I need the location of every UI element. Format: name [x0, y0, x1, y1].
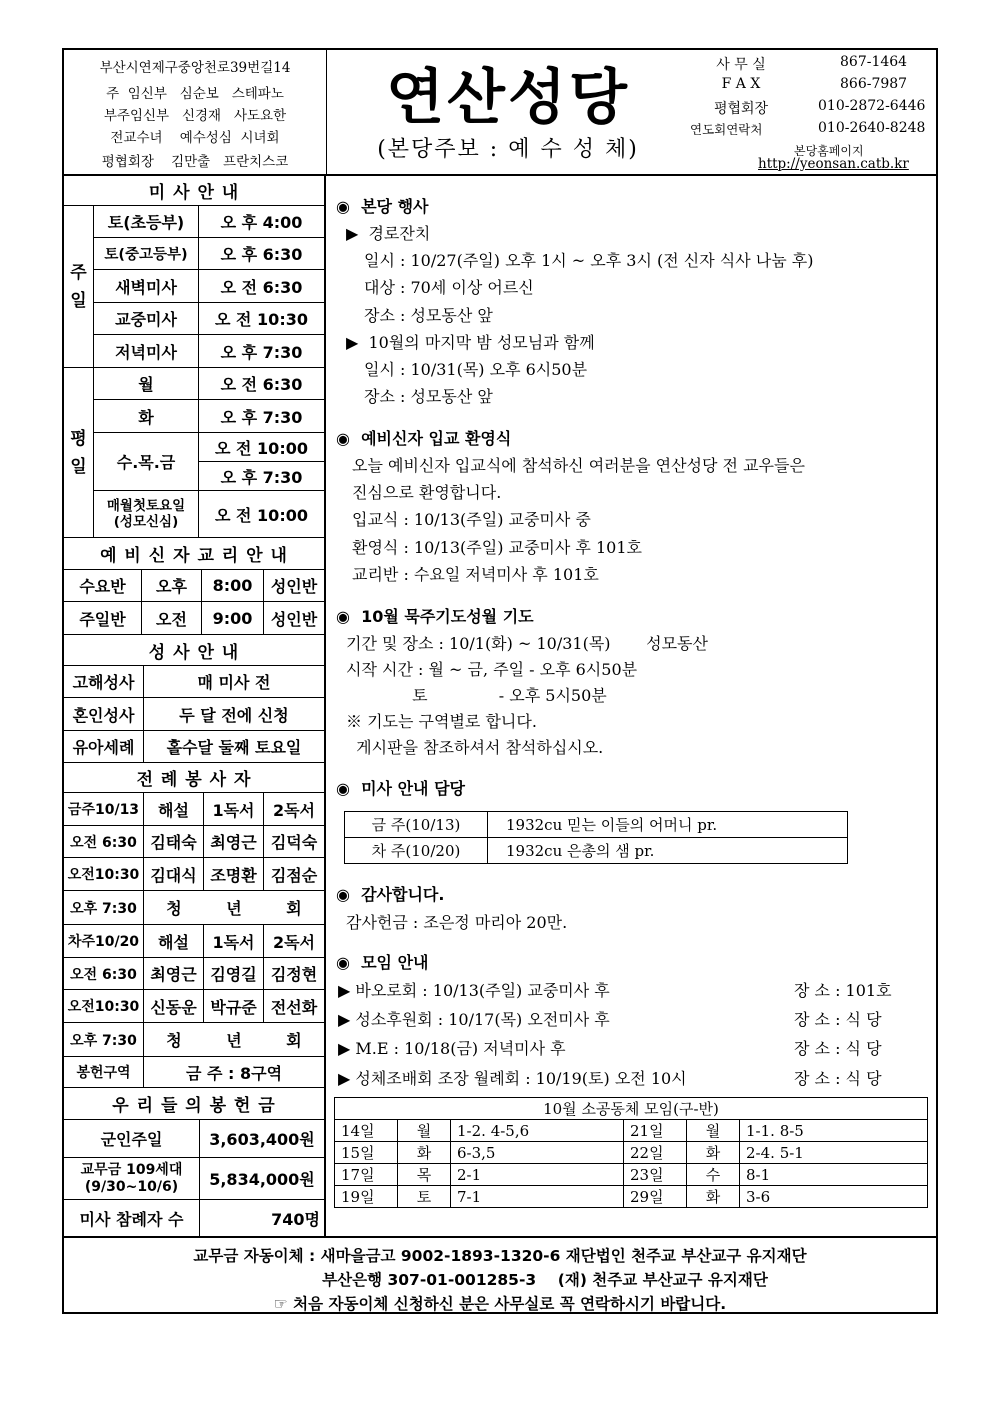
main-content — [326, 176, 936, 1236]
sg-group: 1-1. 8-5 — [740, 1120, 928, 1142]
mass-time: 오 전 10:00 — [199, 433, 324, 462]
liturgy-person: 최영근 — [204, 826, 264, 857]
contact-value: 866-7987 — [840, 76, 908, 92]
sg-date: 21일 — [624, 1120, 687, 1142]
attendance-count: 740명 — [271, 1209, 320, 1229]
mass-time: 오 전 6:30 — [220, 277, 303, 297]
mass-row — [94, 335, 324, 368]
contact-label: 사 무 실 — [716, 57, 766, 73]
mass-row — [94, 206, 324, 238]
welcome-line: 교리반 : 수요일 저녁미사 후 101호 — [352, 565, 599, 584]
sacrament-name: 유아세례 — [64, 731, 144, 762]
sacrament-row — [64, 731, 324, 763]
sg-day: 화 — [687, 1142, 740, 1164]
mass-name: 토(초등부) — [94, 206, 199, 237]
clergy-line: 주 임신부 심순보 스테파노 — [106, 86, 284, 102]
catechumen-row — [64, 602, 324, 635]
sunday-label: 주 일 — [64, 206, 94, 368]
sg-date: 23일 — [624, 1164, 687, 1186]
liturgy-row — [64, 793, 324, 826]
liturgy-person: 김영길 — [204, 958, 264, 989]
contact-label: 평협회장 — [713, 101, 769, 117]
sg-day: 목 — [398, 1164, 451, 1186]
mass-time: 오 전 10:30 — [215, 310, 308, 329]
liturgy-slot: 금주10/13 — [64, 793, 144, 825]
liturgy-slot: 오전10:30 — [64, 858, 144, 890]
mass-row — [94, 238, 324, 270]
mass-heading: 미 사 안 내 — [64, 176, 324, 205]
liturgy-person: 김덕숙 — [270, 833, 318, 852]
mass-name: 수.목.금 — [94, 433, 199, 490]
mass-time: 오 후 7:30 — [220, 468, 303, 487]
class-type: 성인반 — [270, 609, 318, 629]
liturgy-role: 2독서 — [272, 932, 316, 952]
sacrament-name: 고해성사 — [64, 666, 144, 697]
bulletin-subtitle: (본당주보 : 예 수 성 체) — [377, 137, 639, 162]
small-group-row — [335, 1186, 928, 1208]
offering-area-value: 금 주 : 8구역 — [185, 1063, 283, 1083]
clergy-line: 전교수녀 예수성심 시녀회 — [110, 130, 280, 146]
sg-day: 화 — [398, 1142, 451, 1164]
mass-row — [94, 433, 324, 491]
liturgy-role: 해설 — [144, 925, 204, 957]
sg-date: 14일 — [335, 1120, 398, 1142]
clergy-line: 부주임신부 신경재 사도요한 — [103, 108, 287, 124]
homepage-label: 본당홈페이지 — [794, 144, 864, 158]
events-line: ▶ 경로잔치 — [346, 224, 431, 243]
sg-day: 월 — [398, 1120, 451, 1142]
meeting-place: 장 소 : 101호 — [794, 981, 892, 1000]
offering-row — [64, 1120, 324, 1158]
welcome-line: 오늘 예비신자 입교식에 참석하신 여러분을 연산성당 전 교우들은 — [352, 456, 805, 475]
rosary-heading: ◉ 10월 묵주기도성월 기도 — [336, 607, 534, 626]
mass-row — [94, 270, 324, 303]
mass-guide-group: 1932cu 은총의 샘 pr. — [488, 838, 848, 864]
sacraments-heading: 성 사 안 내 — [64, 635, 324, 665]
offerings-heading-row — [64, 1088, 324, 1120]
mass-name: 매월첫토요일 (성모신심) — [94, 491, 199, 537]
mass-heading-row — [64, 176, 324, 206]
sg-date: 17일 — [335, 1164, 398, 1186]
mass-guide-row — [345, 812, 848, 838]
sg-group: 2-1 — [451, 1164, 624, 1186]
class-time: 8:00 — [202, 570, 264, 601]
mass-name: 새벽미사 — [94, 270, 199, 302]
mass-name: 교중미사 — [94, 303, 199, 334]
meeting-line: ▶ 성소후원회 : 10/17(목) 오전미사 후 — [338, 1010, 610, 1029]
small-group-row — [335, 1164, 928, 1186]
liturgy-group: 청 년 회 — [166, 899, 302, 918]
liturgy-person: 조명환 — [204, 858, 264, 890]
weekday-label: 평 일 — [64, 368, 94, 538]
contact-value: 010-2872-6446 — [818, 98, 926, 114]
mass-guide-group: 1932cu 믿는 이들의 어머니 pr. — [488, 812, 848, 838]
sg-day: 토 — [398, 1186, 451, 1208]
footer-bank-info — [64, 1236, 936, 1316]
sg-group: 1-2. 4-5,6 — [451, 1120, 624, 1142]
mass-name: 화 — [94, 400, 199, 432]
thanks-line: 감사헌금 : 조은정 마리아 20만. — [346, 913, 568, 932]
liturgy-person: 김태숙 — [144, 826, 204, 857]
sacrament-row — [64, 698, 324, 731]
rosary-line: ※ 기도는 구역별로 합니다. — [346, 712, 537, 731]
mass-time: 오 후 4:00 — [220, 213, 303, 232]
mass-time: 오 후 7:30 — [220, 342, 303, 362]
bulletin-frame — [62, 48, 938, 1314]
liturgy-person: 전선화 — [270, 997, 318, 1017]
offering-row — [64, 1200, 324, 1236]
rosary-line: 기간 및 장소 : 10/1(화) ~ 10/31(목) 성모동산 — [346, 634, 708, 653]
contact-info — [690, 50, 936, 174]
mass-guide-table — [344, 811, 848, 864]
mass-name: 월 — [94, 368, 199, 399]
meetings-heading: ◉ 모임 안내 — [336, 953, 429, 972]
contact-label: F A X — [721, 76, 761, 92]
small-group-table — [334, 1097, 928, 1208]
offering-name: 교무금 109세대 (9/30~10/6) — [64, 1158, 200, 1199]
sg-day: 월 — [687, 1120, 740, 1142]
mass-guide-week: 금 주(10/13) — [345, 812, 488, 838]
rosary-line: 게시판을 참조하셔서 참석하십시오. — [346, 738, 604, 757]
mass-row — [94, 303, 324, 335]
small-group-row — [335, 1142, 928, 1164]
clergy-line: 평협회장 김만출 프란치스코 — [101, 154, 289, 170]
liturgy-row — [64, 925, 324, 958]
small-group-row — [335, 1120, 928, 1142]
catechumen-row — [64, 570, 324, 602]
mass-guide-row — [345, 838, 848, 864]
liturgy-role: 1독서 — [204, 925, 264, 957]
contact-value: 867-1464 — [840, 54, 908, 70]
liturgy-slot: 오전 6:30 — [64, 958, 144, 989]
mass-name: 저녁미사 — [94, 335, 199, 367]
header-info — [64, 50, 327, 174]
offering-row — [64, 1158, 324, 1200]
liturgy-heading-row — [64, 763, 324, 793]
liturgy-slot: 오후 7:30 — [64, 1023, 144, 1056]
events-line: ▶ 10월의 마지막 밤 성모님과 함께 — [346, 333, 595, 352]
sacrament-info: 매 미사 전 — [197, 673, 271, 692]
small-group-heading-row — [335, 1098, 928, 1120]
sacrament-name: 혼인성사 — [64, 698, 144, 730]
events-line: 대상 : 70세 이상 어르신 — [364, 278, 534, 297]
sg-date: 15일 — [335, 1142, 398, 1164]
liturgy-person: 신동운 — [144, 990, 204, 1022]
thanks-heading: ◉ 감사합니다. — [336, 885, 445, 904]
sacrament-info: 두 달 전에 신청 — [179, 705, 289, 725]
welcome-heading: ◉ 예비신자 입교 환영식 — [336, 429, 512, 448]
sg-group: 3-6 — [740, 1186, 928, 1208]
sacrament-info: 홀수달 둘째 토요일 — [166, 738, 302, 757]
events-line: 장소 : 성모동산 앞 — [364, 306, 493, 325]
rosary-line: 시작 시간 : 월 ~ 금, 주일 - 오후 6시50분 — [346, 660, 638, 679]
small-group-heading: 10월 소공동체 모임(구-반) — [335, 1098, 928, 1120]
offering-area-label: 봉헌구역 — [64, 1057, 144, 1087]
mass-guide-week: 차 주(10/20) — [345, 838, 488, 864]
attendance-label: 미사 참례자 수 — [64, 1200, 200, 1236]
liturgy-role: 해설 — [144, 793, 204, 825]
homepage-link[interactable]: http://yeonsan.catb.kr — [758, 156, 909, 172]
sg-date: 29일 — [624, 1186, 687, 1208]
offering-amount: 5,834,000원 — [209, 1170, 315, 1189]
sg-group: 7-1 — [451, 1186, 624, 1208]
mass-row — [94, 400, 324, 433]
liturgy-person: 박규준 — [204, 990, 264, 1022]
liturgy-person: 김점순 — [270, 865, 318, 885]
sg-group: 2-4. 5-1 — [740, 1142, 928, 1164]
sg-date: 19일 — [335, 1186, 398, 1208]
class-name: 수요반 — [64, 570, 142, 601]
liturgy-slot: 차주10/20 — [64, 925, 144, 957]
contact-value: 010-2640-8248 — [818, 120, 926, 136]
liturgy-row — [64, 990, 324, 1023]
welcome-line: 환영식 : 10/13(주일) 교중미사 후 101호 — [352, 538, 642, 557]
catechumen-heading-row — [64, 538, 324, 570]
meeting-line: ▶ M.E : 10/18(금) 저녁미사 후 — [338, 1039, 566, 1058]
offerings-heading: 우 리 들 의 봉 헌 금 — [64, 1088, 324, 1119]
church-title: 연산성당 — [386, 63, 630, 133]
contact-label: 연도회연락처 — [690, 122, 763, 137]
sacraments-heading-row — [64, 635, 324, 666]
liturgy-slot: 오후 7:30 — [64, 891, 144, 924]
meeting-line: ▶ 바오로회 : 10/13(주일) 교중미사 후 — [338, 981, 610, 1000]
liturgy-person: 최영근 — [144, 958, 204, 989]
liturgy-row — [64, 1023, 324, 1057]
left-sidebar — [64, 176, 326, 1236]
events-heading: ◉ 본당 행사 — [336, 197, 429, 216]
mass-time: 오 전 6:30 — [220, 375, 303, 394]
welcome-line: 입교식 : 10/13(주일) 교중미사 중 — [352, 510, 591, 529]
class-name: 주일반 — [64, 602, 142, 634]
liturgy-slot: 오전 6:30 — [64, 826, 144, 857]
welcome-line: 진심으로 환영합니다. — [352, 483, 502, 502]
liturgy-role: 2독서 — [272, 800, 316, 820]
events-line: 일시 : 10/27(주일) 오후 1시 ~ 오후 3시 (전 신자 식사 나눔 후) — [364, 251, 814, 270]
address: 부산시연제구중앙천로39번길14 — [99, 60, 291, 76]
footer-line: 교무금 자동이체 : 새마을금고 9002-1893-1320-6 재단법인 천주교 부산교구 유지재단 — [193, 1247, 807, 1265]
class-ampm: 오전 — [142, 602, 202, 634]
events-line: 장소 : 성모동산 앞 — [364, 387, 493, 406]
sg-day: 수 — [687, 1164, 740, 1186]
meeting-place: 장 소 : 식 당 — [794, 1069, 882, 1088]
offering-name: 군인주일 — [64, 1120, 200, 1157]
mass-time: 오 후 6:30 — [220, 245, 303, 264]
liturgy-row — [64, 958, 324, 990]
offering-amount: 3,603,400원 — [209, 1130, 315, 1149]
liturgy-row — [64, 826, 324, 858]
liturgy-slot: 오전10:30 — [64, 990, 144, 1022]
meeting-line: ▶ 성체조배회 조장 월례회 : 10/19(토) 오전 10시 — [338, 1069, 687, 1088]
events-line: 일시 : 10/31(목) 오후 6시50분 — [364, 360, 588, 379]
liturgy-role: 1독서 — [204, 793, 264, 825]
class-time: 9:00 — [202, 602, 264, 634]
masthead — [326, 50, 690, 174]
mass-guide-heading: ◉ 미사 안내 담당 — [336, 779, 465, 798]
sg-group: 6-3,5 — [451, 1142, 624, 1164]
sacrament-row — [64, 666, 324, 698]
meeting-place: 장 소 : 식 당 — [794, 1010, 882, 1029]
mass-row — [94, 491, 324, 538]
sg-day: 화 — [687, 1186, 740, 1208]
liturgy-person: 김정현 — [270, 965, 318, 984]
liturgy-row — [64, 858, 324, 891]
catechumen-heading: 예 비 신 자 교 리 안 내 — [64, 538, 324, 569]
liturgy-person: 김대식 — [144, 858, 204, 890]
class-ampm: 오후 — [142, 570, 202, 601]
mass-row — [94, 368, 324, 400]
mass-time: 오 후 7:30 — [220, 407, 303, 427]
mass-time: 오 전 10:00 — [215, 505, 308, 525]
class-type: 성인반 — [270, 577, 318, 596]
offering-area-row — [64, 1057, 324, 1088]
meeting-place: 장 소 : 식 당 — [794, 1039, 882, 1058]
rosary-line: 토 - 오후 5시50분 — [346, 686, 607, 705]
liturgy-row — [64, 891, 324, 925]
liturgy-heading: 전 례 봉 사 자 — [64, 763, 324, 792]
mass-name: 토(중고등부) — [94, 238, 199, 269]
footer-line: 부산은행 307-01-001285-3 (재) 천주교 부산교구 유지재단 — [322, 1271, 768, 1289]
footer-line: ☞ 처음 자동이체 신청하신 분은 사무실로 꼭 연락하시기 바랍니다. — [273, 1295, 727, 1313]
sg-date: 22일 — [624, 1142, 687, 1164]
liturgy-group: 청 년 회 — [166, 1031, 302, 1050]
sg-group: 8-1 — [740, 1164, 928, 1186]
